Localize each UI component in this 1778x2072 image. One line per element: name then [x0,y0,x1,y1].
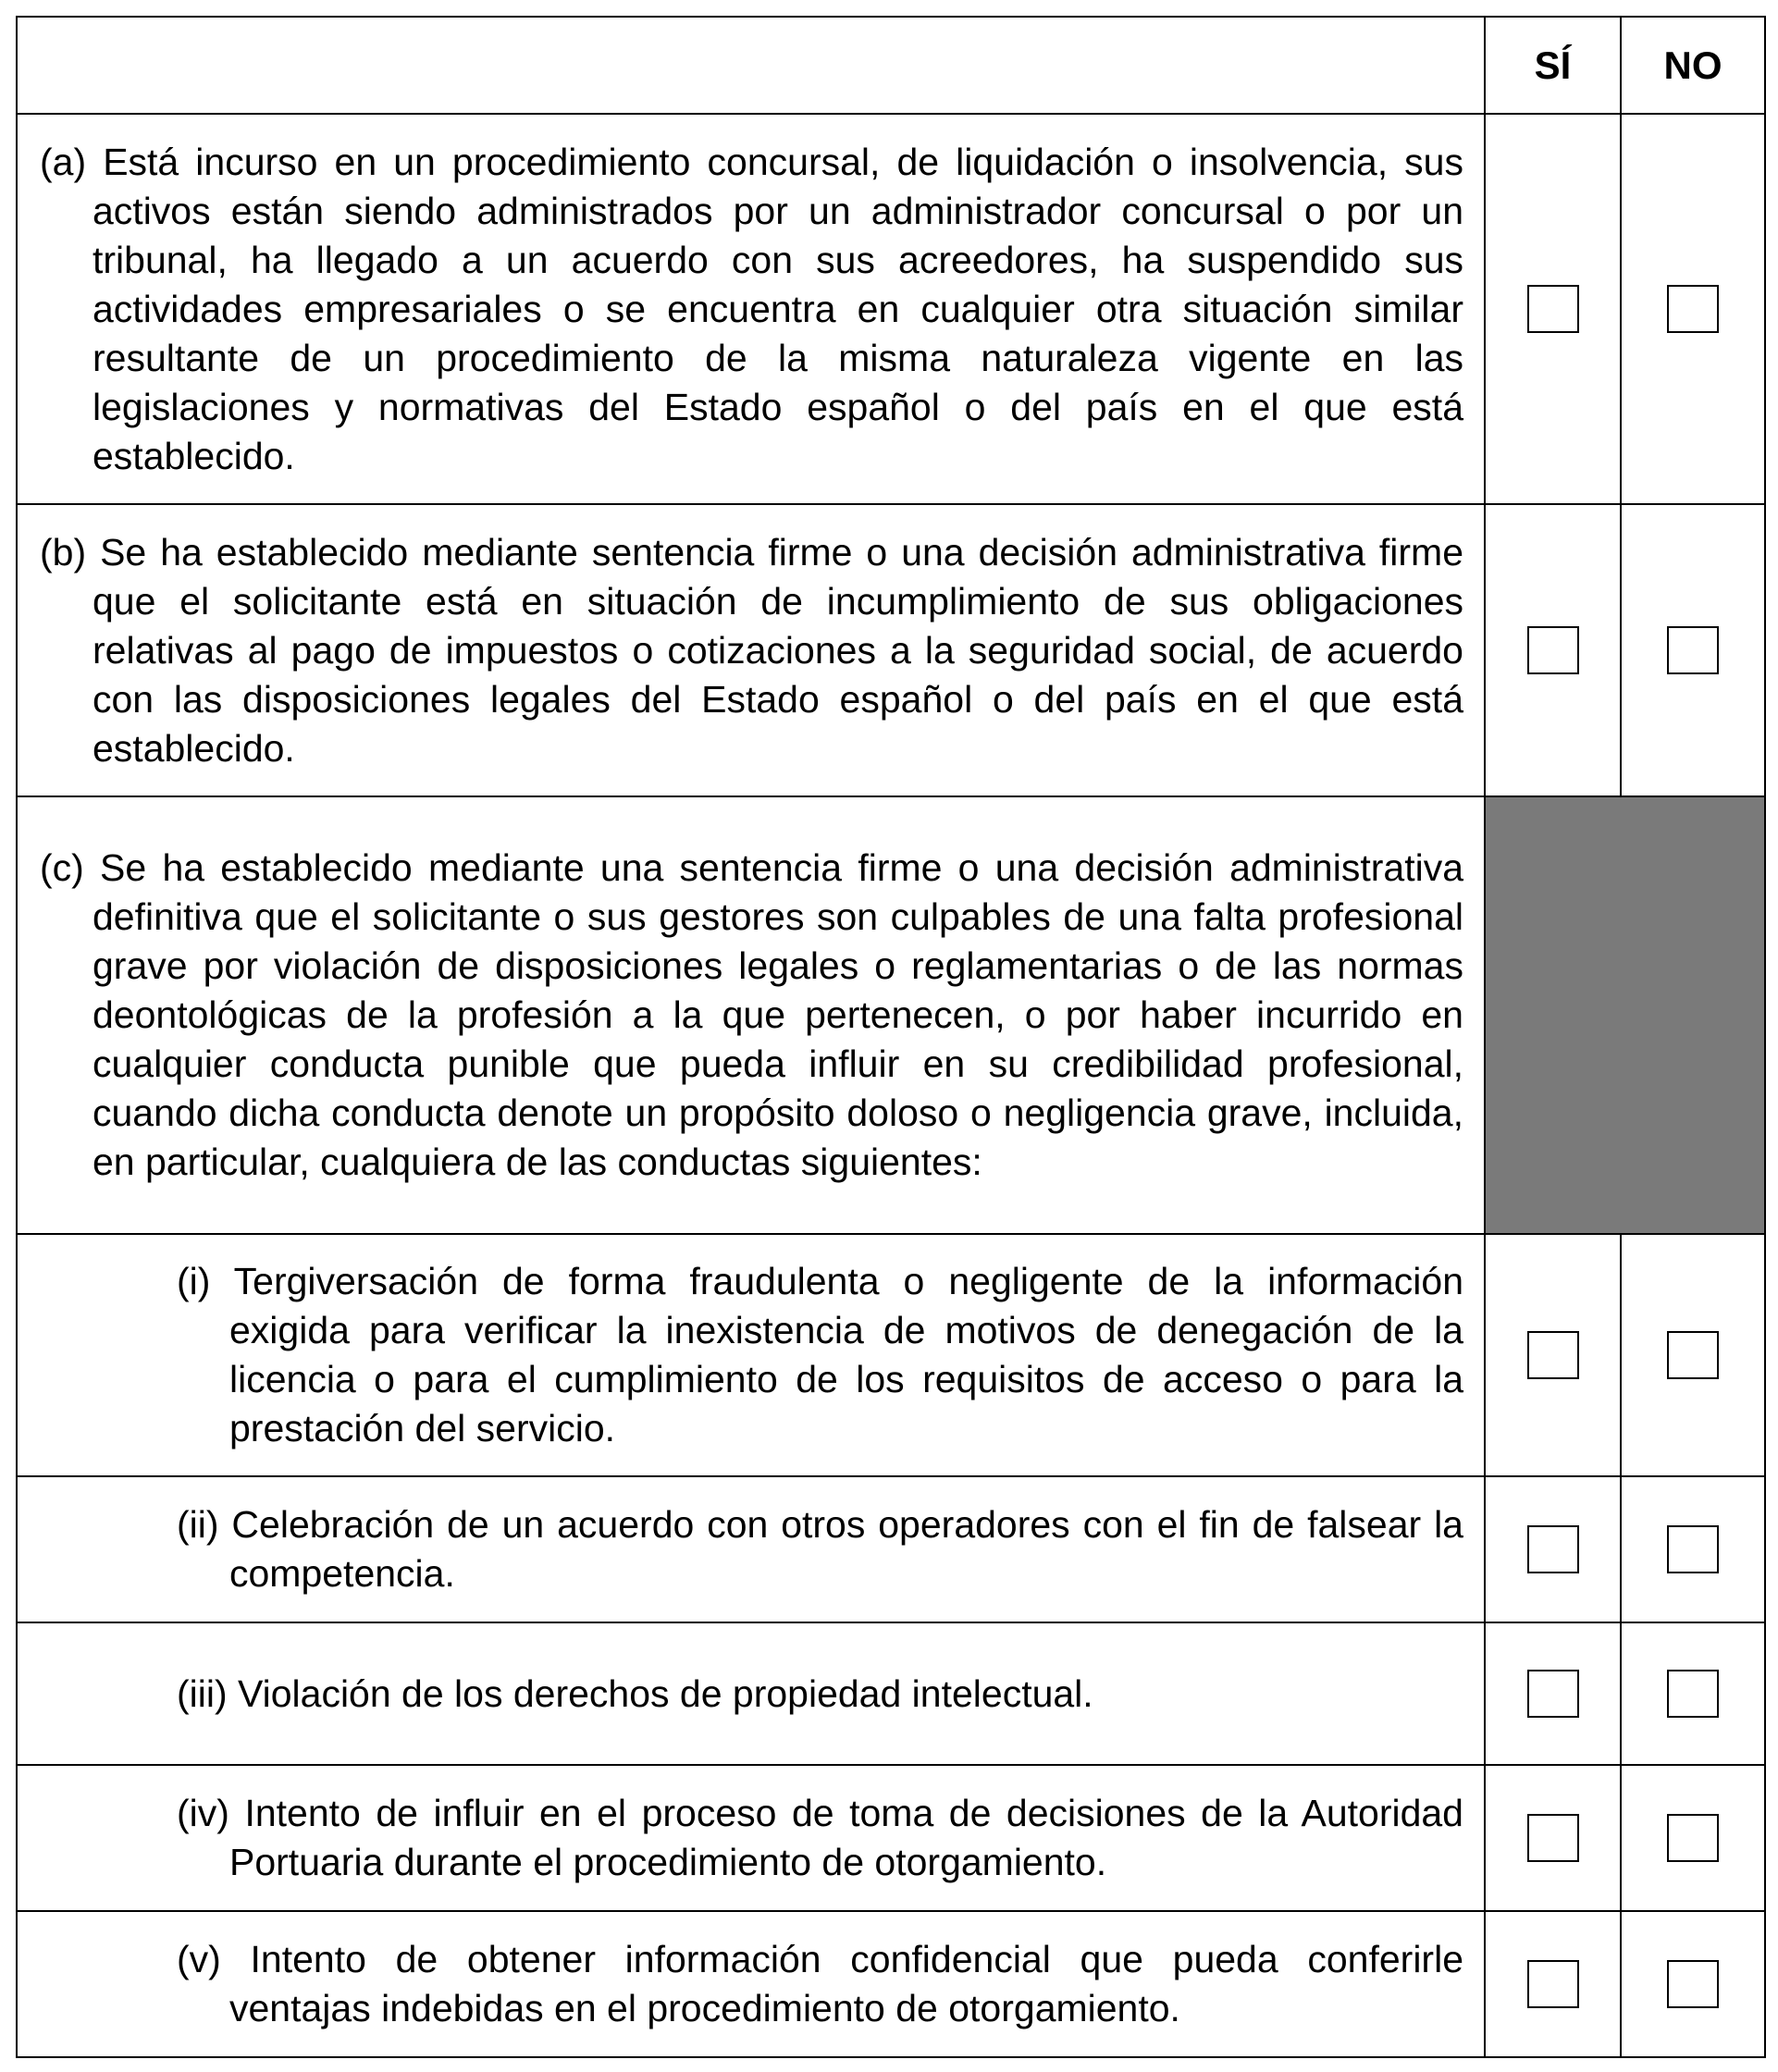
question-cell [17,796,1485,1234]
no-checkbox-c-iv[interactable] [1667,1814,1719,1862]
no-checkbox-b[interactable] [1667,626,1719,674]
yes-checkbox-c-ii[interactable] [1527,1525,1579,1573]
question-row-c-v [17,1911,1765,2057]
no-checkbox-c-iii[interactable] [1667,1670,1719,1718]
header-no: NO [1621,17,1765,114]
question-text-c-ii: (ii) Celebración de un acuerdo con otros operadores con el fin de falsear la competencia. [177,1503,1463,1595]
question-row-c-iv [17,1765,1765,1911]
yes-cell [1485,114,1621,504]
question-text-c-iv: (iv) Intento de influir en el proceso de toma de decisiones de la Autoridad Portuaria durante el procedimiento de otorgamiento. [177,1792,1463,1883]
declaration-table [16,16,1766,2058]
yes-cell [1485,1622,1621,1765]
no-checkbox-c-ii[interactable] [1667,1525,1719,1573]
question-text-b: (b) Se ha establecido mediante sentencia firme o una decisión administrativa firme que el solicitante está en situación de incumplimiento de sus obligaciones relativas al pago de impuestos o cotizaciones a la seguridad social, de acuerdo con las disposiciones legales del Estado español o del país en el que está establecido. [40,530,1463,770]
question-cell [17,1476,1485,1622]
question-text-c: (c) Se ha establecido mediante una sentencia firme o una decisión administrativa definitiva que el solicitante o sus gestores son culpables de una falta profesional grave por violación de disposiciones legales o reglamentarias o de las normas deontológicas de la profesión a la que pertenecen, o por haber incurrido en cualquier conducta punible que pueda influir en su credibilidad profesional, cuando dicha conducta denote un propósito doloso o negligencia grave, incluida, en particular, cualquiera de las conductas siguientes: [40,846,1463,1183]
question-row-c-iii [17,1622,1765,1765]
no-cell [1621,1765,1765,1911]
no-cell [1621,1622,1765,1765]
question-cell [17,1234,1485,1476]
question-text-c-v: (v) Intento de obtener información confidencial que pueda conferirle ventajas indebidas en el procedimiento de otorgamiento. [177,1938,1463,2029]
header-blank-cell [17,17,1485,114]
question-cell [17,1622,1485,1765]
no-cell [1621,504,1765,796]
question-text-c-iii: (iii) Violación de los derechos de propiedad intelectual. [177,1671,1093,1715]
question-text-a: (a) Está incurso en un procedimiento concursal, de liquidación o insolvencia, sus activos están siendo administrados por un administrador concursal o por un tribunal, ha llegado a un acuerdo con sus acreedores, ha suspendido sus actividades empresariales o se encuentra en cualquier otra situación similar resultante de un procedimiento de la misma naturaleza vigente en las legislaciones y normativas del Estado español o del país en el que está establecido. [40,140,1463,477]
question-row-b [17,504,1765,796]
question-cell [17,504,1485,796]
header-row [17,17,1765,114]
question-row-c-ii [17,1476,1765,1622]
yes-checkbox-c-iv[interactable] [1527,1814,1579,1862]
yes-cell [1485,1765,1621,1911]
yes-cell [1485,1234,1621,1476]
yes-checkbox-c-v[interactable] [1527,1960,1579,2008]
no-cell [1621,1911,1765,2057]
shaded-na-cell [1485,796,1765,1234]
no-cell [1621,1234,1765,1476]
yes-checkbox-c-iii[interactable] [1527,1670,1579,1718]
yes-cell [1485,504,1621,796]
no-checkbox-c-i[interactable] [1667,1331,1719,1379]
question-cell [17,1911,1485,2057]
yes-checkbox-a[interactable] [1527,285,1579,333]
header-yes: SÍ [1485,17,1621,114]
question-cell [17,1765,1485,1911]
no-cell [1621,1476,1765,1622]
no-checkbox-c-v[interactable] [1667,1960,1719,2008]
yes-cell [1485,1476,1621,1622]
yes-cell [1485,1911,1621,2057]
yes-checkbox-b[interactable] [1527,626,1579,674]
question-text-c-i: (i) Tergiversación de forma fraudulenta o negligente de la información exigida para verificar la inexistencia de motivos de denegación de la licencia o para el cumplimiento de los requisitos de acceso o para la prestación del servicio. [177,1260,1463,1449]
no-cell [1621,114,1765,504]
question-cell [17,114,1485,504]
question-row-a [17,114,1765,504]
question-row-c [17,796,1765,1234]
yes-checkbox-c-i[interactable] [1527,1331,1579,1379]
no-checkbox-a[interactable] [1667,285,1719,333]
question-row-c-i [17,1234,1765,1476]
